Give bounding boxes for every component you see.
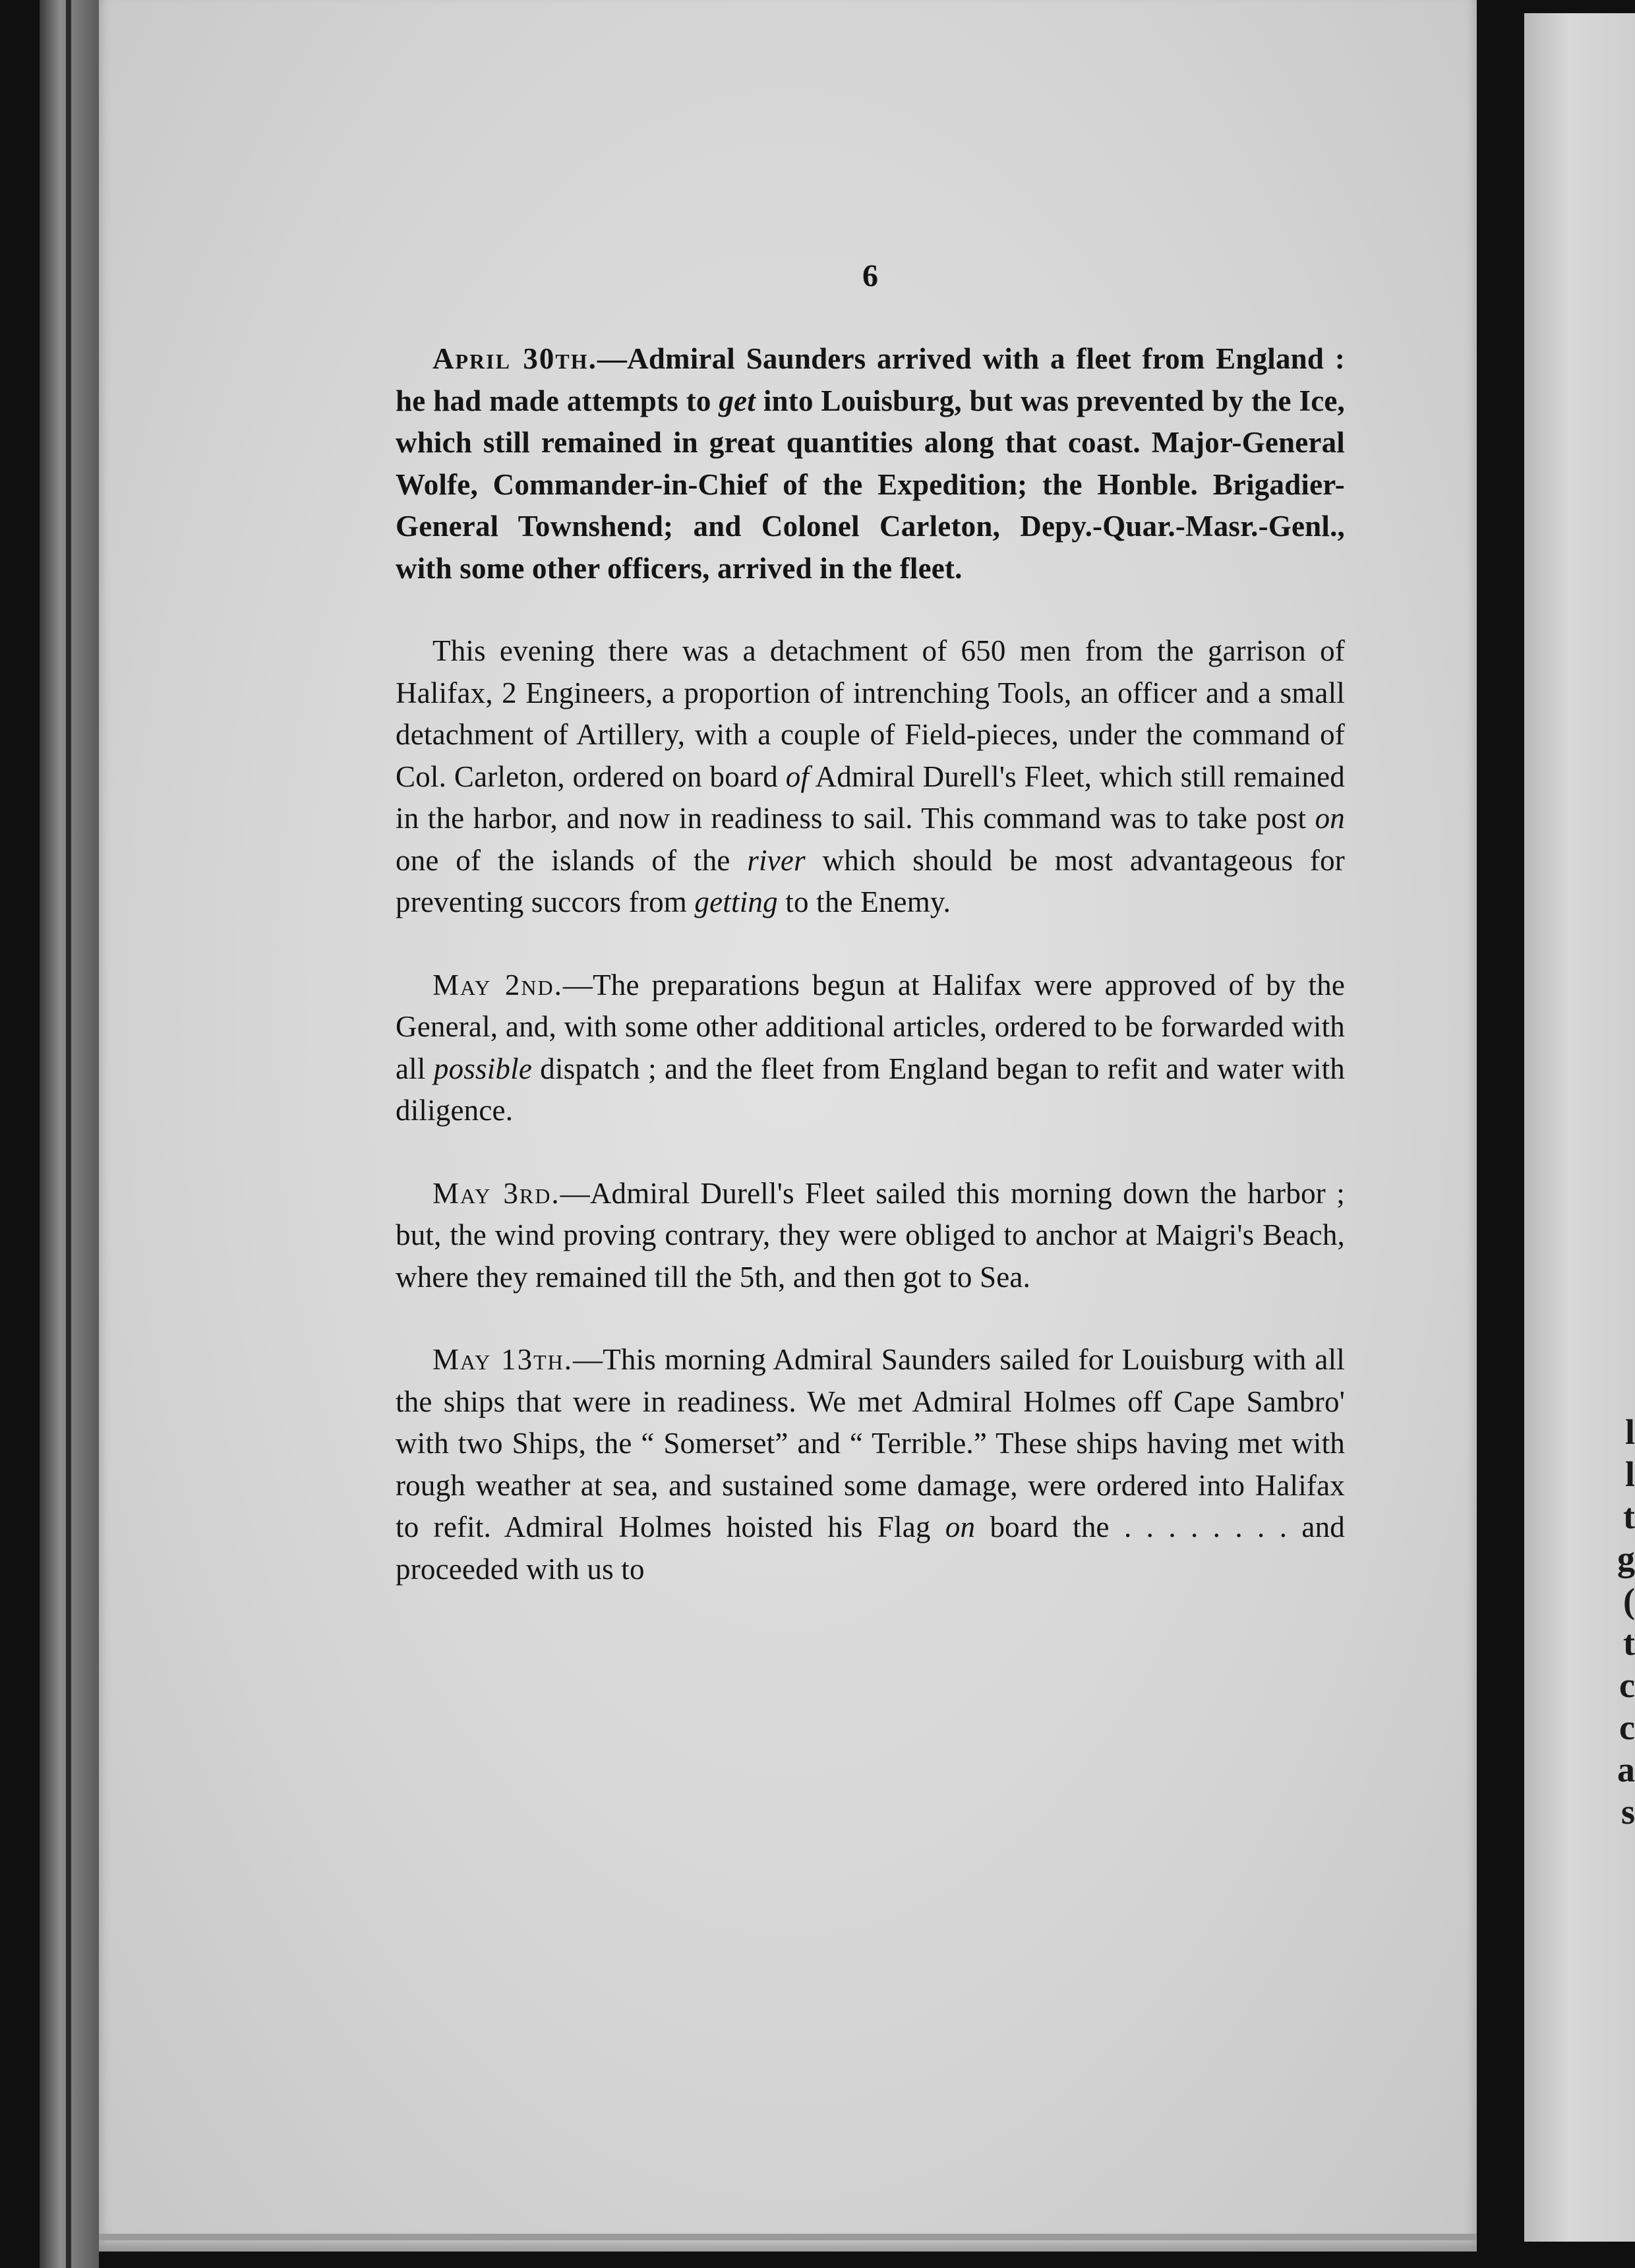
facing-fragment: l	[1624, 1412, 1635, 1452]
italic-word: getting	[694, 885, 778, 918]
page-text	[396, 260, 1345, 1631]
facing-page-text-fragments	[1603, 1411, 1635, 1833]
entry-text: —Admiral Durell's Fleet sailed this morning down the harbor ; but, the wind proving contrary, they were obliged to anchor at Maigri's Beach, where they remained till the 5th, and then got to Sea.	[396, 1176, 1345, 1294]
entry-text: board the . . . . . . . . and proceeded with us to	[396, 1510, 1345, 1586]
entry-text: —This morning Admiral Saunders sailed for Louisburg with all the ships that were in readiness. We met Admiral Holmes off Cape Sambro' with two Ships, the “ Somerset” and “ Terrible.” These ships having met with rough weather at sea, and sustained some damage, were ordered into Halifax to refit. Admiral Holmes hoisted his Flag	[396, 1343, 1345, 1543]
entry-text: one of the islands of the	[396, 843, 748, 877]
facing-fragment: a	[1617, 1750, 1635, 1789]
entry-date-label: May 2nd.	[432, 968, 563, 1001]
facing-fragment: g	[1617, 1539, 1635, 1578]
facing-fragment: c	[1619, 1665, 1635, 1705]
binding-groove	[66, 0, 71, 2268]
entry-april-30	[396, 338, 1345, 589]
facing-fragment: s	[1620, 1792, 1635, 1832]
facing-fragment: t	[1623, 1623, 1635, 1663]
entry-date-label: May 13th.	[432, 1343, 574, 1376]
italic-word: river	[747, 843, 806, 877]
facing-fragment: (	[1623, 1581, 1635, 1621]
entry-text: which should be most advantageous for preventing succors from	[396, 843, 1345, 918]
entry-text: Admiral Durell's Fleet, which still remained in the harbor, and now in readiness to sail. This command was to take post	[396, 760, 1345, 835]
entry-may-2	[396, 965, 1345, 1132]
entry-date-label: April 30th.	[432, 342, 597, 375]
entry-date-label: May 3rd.	[432, 1176, 560, 1210]
entry-text: into Louisburg, but was prevented by the Ice, which still remained in great quantities along that coast. Major-General Wolfe, Commander-in-Chief of the Expedition; the Honble. Brigadier-General Townshend; and Colonel Carleton, Depy.-Quar.-Masr.-Genl., with some other officers, arrived in the fleet.	[396, 384, 1345, 585]
italic-word: get	[719, 384, 756, 417]
italic-word: on	[1315, 802, 1345, 835]
entry-this-evening	[396, 630, 1345, 924]
facing-page-edge	[1524, 13, 1635, 2242]
facing-fragment: c	[1619, 1708, 1635, 1747]
binding-strip	[40, 0, 99, 2268]
entry-text: dispatch ; and the fleet from England began to refit and water with diligence.	[396, 1052, 1345, 1127]
entry-text: This evening there was a detachment of 650 men from the garrison of Halifax, 2 Engineers, a proportion of intrenching Tools, an officer and a small detachment of Artillery, with a couple of Field-pieces, under the command of Col. Carleton, ordered on board	[396, 634, 1345, 793]
facing-fragment: t	[1623, 1497, 1635, 1536]
facing-fragment: l	[1624, 1454, 1635, 1494]
entry-text: —The preparations begun at Halifax were approved of by the General, and, with some other additional articles, ordered to be forwarded with all	[396, 968, 1345, 1085]
italic-word: of	[785, 760, 810, 793]
entry-may-3	[396, 1173, 1345, 1299]
page-number: 6	[862, 258, 878, 293]
entry-text: —Admiral Saunders arrived with a fleet from England : he had made attempts to	[396, 342, 1346, 417]
italic-word: possible	[433, 1052, 532, 1085]
entry-may-13	[396, 1339, 1345, 1590]
entry-text: to the Enemy.	[777, 885, 951, 918]
page-bottom-edge	[99, 2234, 1477, 2240]
italic-word: on	[945, 1510, 976, 1543]
